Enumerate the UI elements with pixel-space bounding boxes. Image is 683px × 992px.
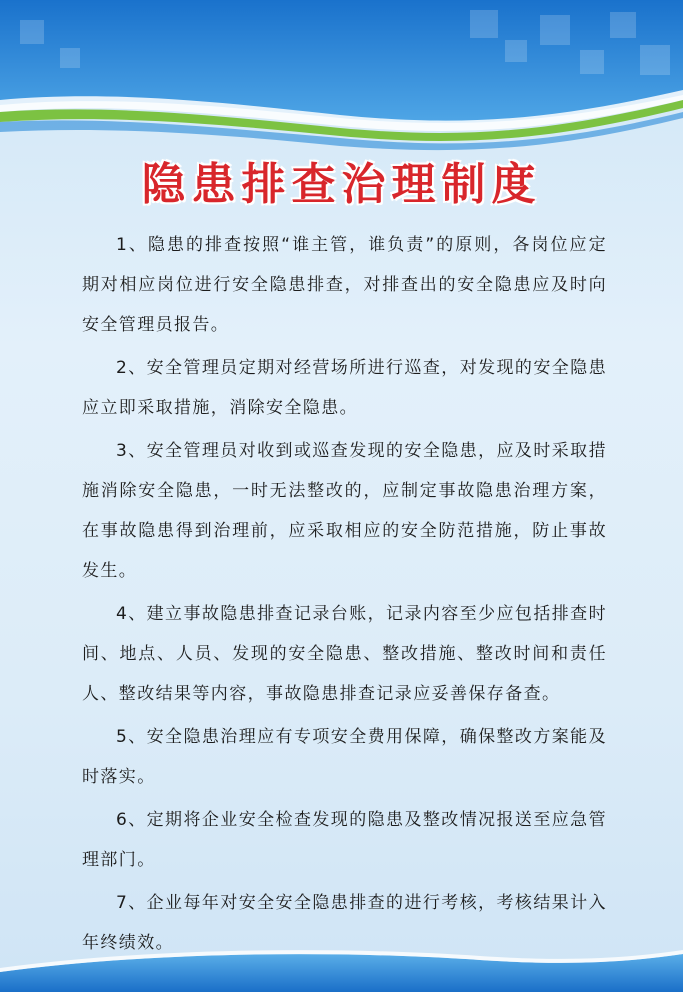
page-title: 隐患排查治理制度 [141,159,542,210]
rule-paragraph-7: 7、企业每年对安全安全隐患排查的进行考核，考核结果计入年终绩效。 [82,893,607,953]
footer-wave-banner [0,932,683,992]
rule-paragraph-4: 4、建立事故隐患排查记录台账，记录内容至少应包括排查时间、地点、人员、发现的安全隐患、整改措施、整改时间和责任人、整改结果等内容，事故隐患排查记录应妥善保存备查。 [82,604,607,704]
rule-paragraph-6: 6、定期将企业安全检查发现的隐患及整改情况报送至应急管理部门。 [82,810,607,870]
rule-paragraph-1: 1、隐患的排查按照“谁主管，谁负责”的原则，各岗位应定期对相应岗位进行安全隐患排查，对排查出的安全隐患应及时向安全管理员报告。 [82,235,607,335]
rule-paragraph-2: 2、安全管理员定期对经营场所进行巡查，对发现的安全隐患应立即采取措施，消除安全隐患。 [82,358,607,418]
header-wave-banner [0,0,683,160]
rule-paragraph-3: 3、安全管理员对收到或巡查发现的安全隐患，应及时采取措施消除安全隐患，一时无法整改的，应制定事故隐患治理方案，在事故隐患得到治理前，应采取相应的安全防范措施，防止事故发生。 [82,441,607,581]
rule-paragraph-5: 5、安全隐患治理应有专项安全费用保障，确保整改方案能及时落实。 [82,727,607,787]
rules-body [82,225,607,966]
